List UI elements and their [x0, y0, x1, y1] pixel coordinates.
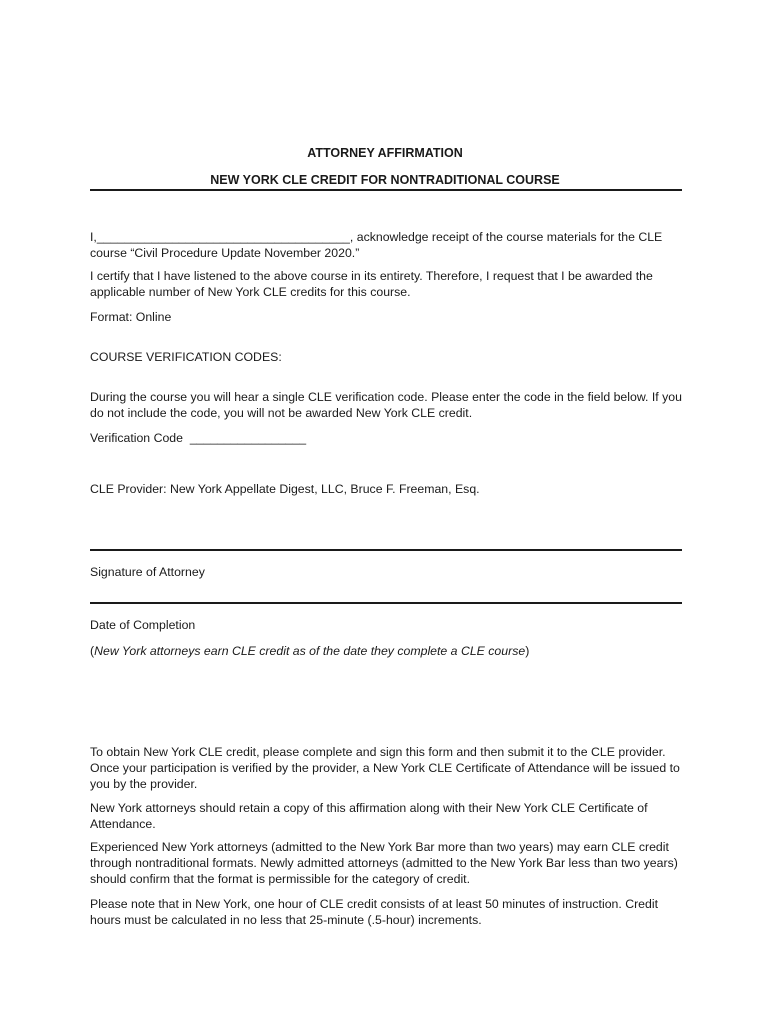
date-line[interactable] [90, 602, 682, 604]
certify-paragraph: I certify that I have listened to the above course in its entirety. Therefore, I request that I be awarded the applicable number of New York CLE credits for this course. [90, 269, 653, 299]
acknowledge-prefix: I, [90, 230, 97, 244]
date-of-completion-label: Date of Completion [90, 618, 196, 632]
verification-code-label: Verification Code [90, 431, 183, 445]
date-note [90, 643, 686, 659]
signature-label: Signature of Attorney [90, 565, 205, 579]
attorney-name-blank[interactable]: _____________________________________ [96, 230, 350, 244]
obtain-credit-paragraph: To obtain New York CLE credit, please complete and sign this form and then submit it to the CLE provider. Once your participation is verified by the provider, a New York CLE Certificate of Attendance will be issued to you by the provider. [90, 745, 680, 791]
acknowledge-suffix: , acknowledge receipt of the course materials for the CLE course “Civil Procedure Update November 2020.” [90, 230, 663, 260]
document-title: ATTORNEY AFFIRMATION [307, 146, 463, 160]
verification-code-field[interactable]: _________________ [189, 431, 307, 445]
cle-provider-line: CLE Provider: New York Appellate Digest, LLC, Bruce F. Freeman, Esq. [90, 482, 480, 496]
verification-codes-heading: COURSE VERIFICATION CODES: [90, 350, 282, 364]
date-note-open: ( [90, 644, 95, 658]
verification-instructions: During the course you will hear a single CLE verification code. Please enter the code in the field below. If you do not include the code, you will not be awarded New York CLE credit. [90, 390, 682, 420]
retain-copy-paragraph: New York attorneys should retain a copy of this affirmation along with their New York CLE Certificate of Attendance. [90, 801, 648, 831]
document-subtitle: NEW YORK CLE CREDIT FOR NONTRADITIONAL COURSE [210, 173, 560, 187]
signature-line[interactable] [90, 549, 682, 551]
credit-hours-paragraph: Please note that in New York, one hour of CLE credit consists of at least 50 minutes of instruction. Credit hours must be calculated in no less that 25-minute (.5-hour) increments. [90, 897, 659, 927]
header-divider [90, 189, 682, 191]
acknowledgement-paragraph [90, 229, 686, 261]
date-note-close: ) [525, 644, 530, 658]
verification-code-line [90, 430, 686, 446]
format-line: Format: Online [90, 310, 172, 324]
experienced-attorneys-paragraph: Experienced New York attorneys (admitted to the New York Bar more than two years) may earn CLE credit through nontraditional formats. Newly admitted attorneys (admitted to the New York Bar less than two years) should confirm that the format is permissible for the category of credit. [90, 840, 678, 886]
date-note-text: New York attorneys earn CLE credit as of the date they complete a CLE course [94, 644, 526, 658]
